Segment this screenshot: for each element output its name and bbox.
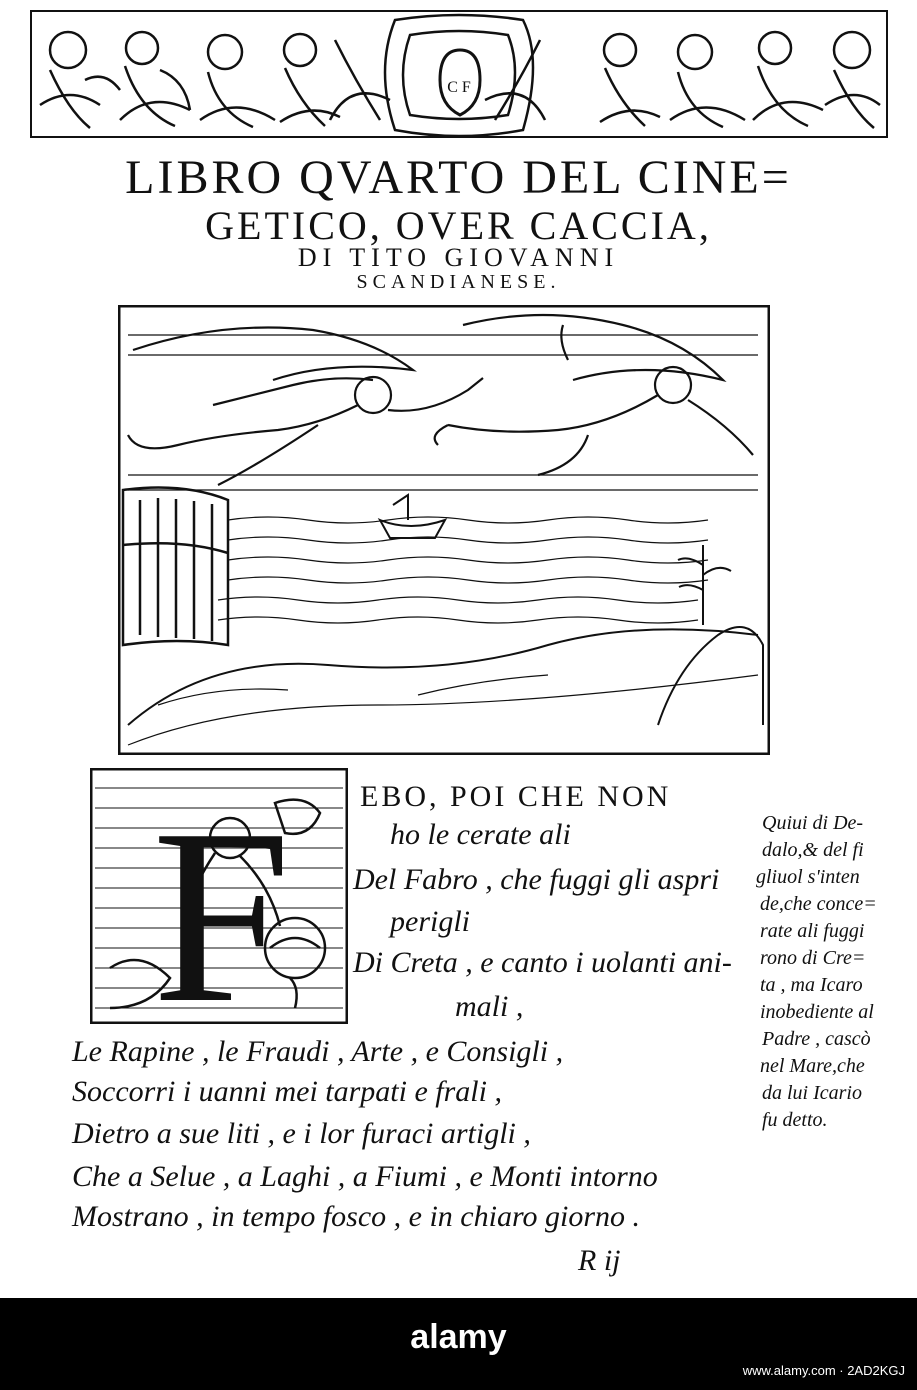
margin-note-line-8: inobediente al — [760, 1001, 874, 1023]
margin-note-line-3: gliuol s'inten — [756, 866, 860, 888]
ornamental-header-band — [30, 10, 888, 138]
margin-note-line-11: da lui Icario — [762, 1082, 862, 1104]
margin-note-line-10: nel Mare,che — [760, 1055, 865, 1077]
woodcut-daedalus-icarus — [118, 305, 770, 755]
verse-line-4: perigli — [390, 905, 470, 938]
margin-note-line-7: ta , ma Icaro — [760, 974, 863, 996]
stock-credit-label: alamy — [410, 1318, 507, 1356]
margin-note-line-5: rate ali fuggi — [760, 920, 865, 942]
title-line-3: DI TITO GIOVANNI — [297, 243, 620, 272]
verse-line-2: ho le cerate ali — [390, 818, 571, 851]
verse-line-9: Dietro a sue liti , e i lor furaci artigli , — [72, 1117, 531, 1150]
margin-note-line-6: rono di Cre= — [760, 947, 866, 969]
verse-line-6: mali , — [455, 990, 524, 1023]
margin-note-line-9: Padre , cascò — [762, 1028, 871, 1050]
header-shield-letters: C F — [447, 79, 471, 96]
title-line-1: LIBRO QVARTO DEL CINE= — [125, 151, 792, 204]
verse-line-5: Di Creta , e canto i uolanti ani- — [353, 946, 732, 979]
verse-line-7: Le Rapine , le Fraudi , Arte , e Consigli , — [72, 1035, 564, 1068]
decorated-drop-capital — [90, 768, 348, 1024]
margin-note-line-1: Quiui di De- — [762, 812, 864, 834]
margin-note-line-4: de,che conce= — [760, 893, 877, 915]
margin-note-line-2: dalo,& del fi — [762, 839, 864, 861]
verse-line-8: Soccorri i uanni mei tarpati e frali , — [72, 1075, 502, 1108]
verse-line-1: EBO, POI CHE NON — [360, 780, 672, 813]
stock-image-code: www.alamy.com · 2AD2KGJ — [742, 1363, 905, 1378]
verse-line-11: Mostrano , in tempo fosco , e in chiaro giorno . — [72, 1200, 641, 1233]
signature-mark: R ij — [578, 1244, 621, 1277]
verse-line-10: Che a Selue , a Laghi , a Fiumi , e Monti intorno — [72, 1160, 658, 1193]
verse-line-3: Del Fabro , che fuggi gli aspri — [353, 863, 720, 896]
title-line-2: GETICO, OVER CACCIA, — [205, 203, 712, 248]
margin-note-line-12: fu detto. — [762, 1109, 828, 1131]
drop-capital-letter: F — [152, 778, 292, 1024]
title-line-4: SCANDIANESE. — [356, 271, 561, 293]
